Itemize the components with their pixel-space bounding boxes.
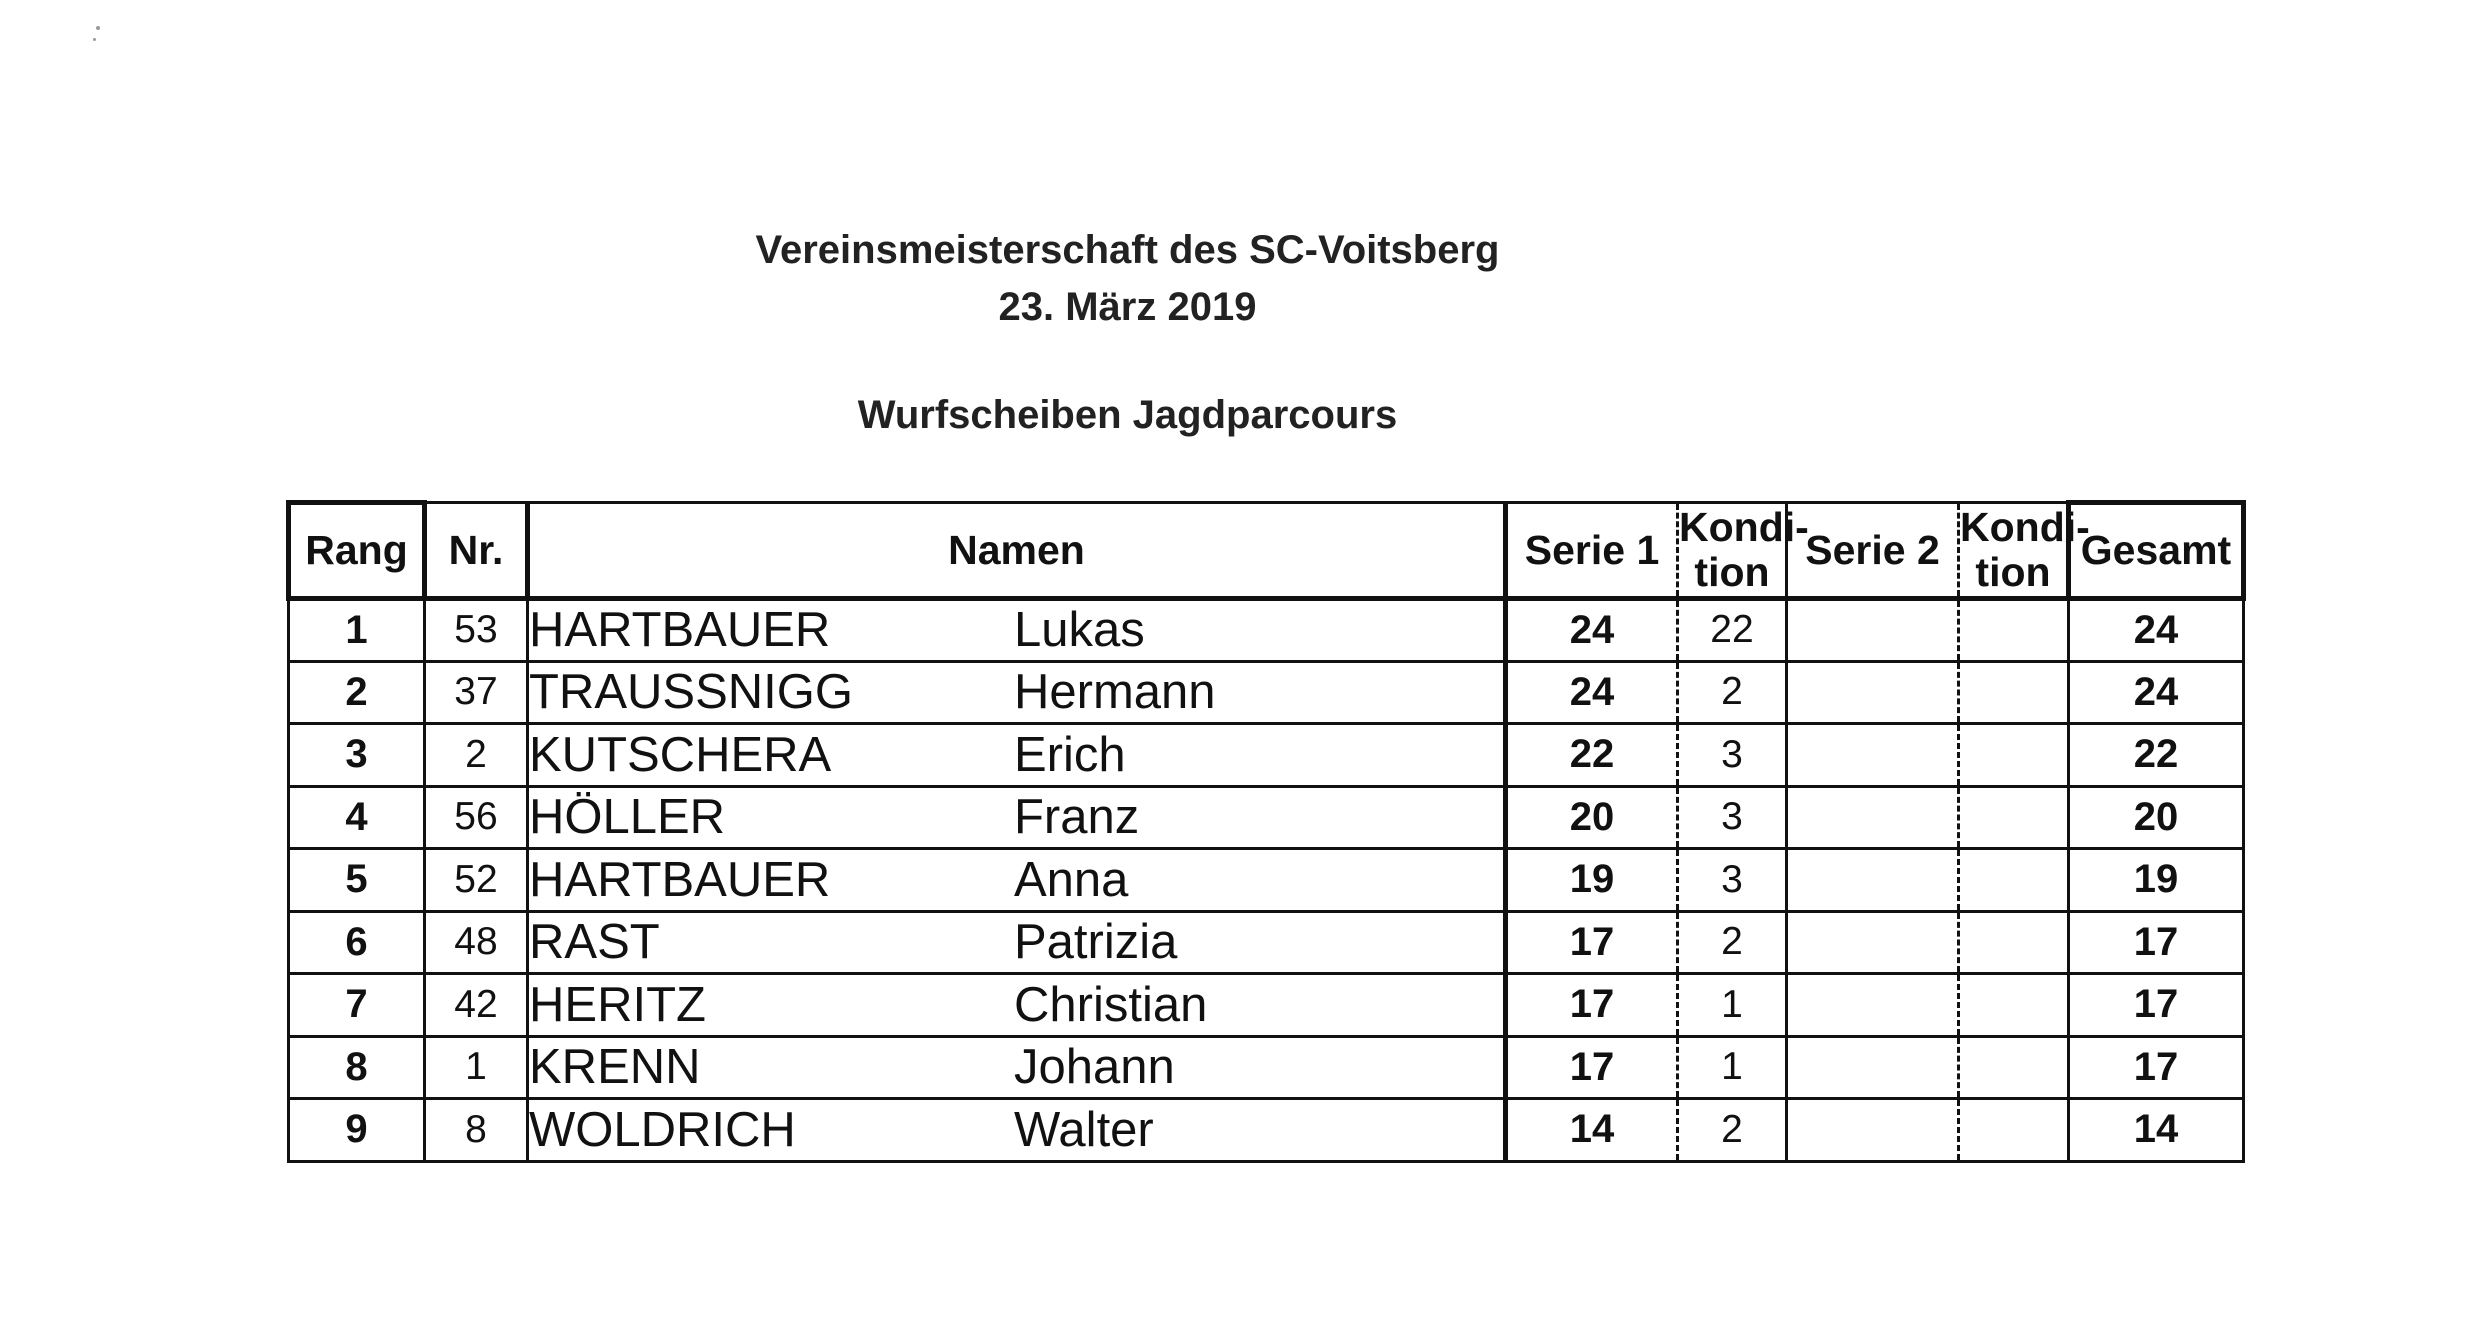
cell-serie2 <box>1787 849 1959 912</box>
cell-rang: 7 <box>289 974 425 1037</box>
cell-vorname: Anna <box>1014 852 1129 907</box>
cell-nr: 52 <box>425 849 528 912</box>
cell-rang: 4 <box>289 786 425 849</box>
col-header-kondition2-line2: tion <box>1975 549 2051 595</box>
table-row <box>289 786 2244 849</box>
results-table <box>286 500 2246 1163</box>
table-row <box>289 1036 2244 1099</box>
cell-name <box>528 786 1506 849</box>
cell-kondition2 <box>1959 911 2069 974</box>
cell-rang: 3 <box>289 724 425 787</box>
col-header-kondition1-line1: Kondi- <box>1679 503 1809 550</box>
cell-serie2 <box>1787 911 1959 974</box>
cell-vorname: Franz <box>1014 790 1140 845</box>
cell-kondition2 <box>1959 1036 2069 1099</box>
cell-name <box>528 661 1506 724</box>
cell-name <box>528 849 1506 912</box>
cell-nachname: WOLDRICH <box>529 1102 796 1157</box>
cell-serie1: 22 <box>1506 724 1678 787</box>
cell-gesamt: 24 <box>2069 661 2244 724</box>
cell-kondition2 <box>1959 849 2069 912</box>
cell-serie2 <box>1787 1036 1959 1099</box>
cell-gesamt: 22 <box>2069 724 2244 787</box>
col-header-nr: Nr. <box>425 503 528 599</box>
cell-serie1: 17 <box>1506 974 1678 1037</box>
cell-kondition2 <box>1959 974 2069 1037</box>
cell-serie1: 19 <box>1506 849 1678 912</box>
cell-kondition1: 2 <box>1678 911 1787 974</box>
table-row <box>289 849 2244 912</box>
cell-serie1: 14 <box>1506 1099 1678 1162</box>
cell-rang: 8 <box>289 1036 425 1099</box>
cell-kondition1: 2 <box>1678 1099 1787 1162</box>
cell-serie2 <box>1787 1099 1959 1162</box>
cell-vorname: Lukas <box>1014 603 1145 658</box>
document-date: 23. März 2019 <box>998 285 1257 329</box>
cell-vorname: Johann <box>1014 1040 1175 1095</box>
scan-speck <box>96 26 100 30</box>
cell-serie1: 20 <box>1506 786 1678 849</box>
cell-nachname: KRENN <box>529 1040 701 1095</box>
cell-vorname: Erich <box>1014 727 1126 782</box>
table-row <box>289 974 2244 1037</box>
col-header-kondition1 <box>1678 503 1809 599</box>
cell-nachname: HARTBAUER <box>529 603 831 658</box>
cell-serie1: 24 <box>1506 661 1678 724</box>
cell-serie1: 17 <box>1506 911 1678 974</box>
cell-nr: 48 <box>425 911 528 974</box>
cell-kondition2 <box>1959 724 2069 787</box>
cell-kondition2 <box>1959 661 2069 724</box>
cell-nachname: RAST <box>529 915 660 970</box>
cell-kondition2 <box>1959 1099 2069 1162</box>
cell-name <box>528 599 1506 662</box>
cell-nr: 1 <box>425 1036 528 1099</box>
cell-nachname: HARTBAUER <box>529 852 831 907</box>
discipline-title: Wurfscheiben Jagdparcours <box>857 393 1398 437</box>
cell-gesamt: 19 <box>2069 849 2244 912</box>
cell-rang: 5 <box>289 849 425 912</box>
cell-vorname: Christian <box>1014 977 1208 1032</box>
cell-rang: 2 <box>289 661 425 724</box>
cell-nr: 53 <box>425 599 528 662</box>
cell-gesamt: 24 <box>2069 599 2244 662</box>
cell-gesamt: 14 <box>2069 1099 2244 1162</box>
cell-kondition1: 1 <box>1678 974 1787 1037</box>
header-row <box>289 503 2244 599</box>
col-header-kondition1-line2: tion <box>1694 549 1770 595</box>
cell-kondition1: 1 <box>1678 1036 1787 1099</box>
cell-rang: 1 <box>289 599 425 662</box>
cell-nr: 42 <box>425 974 528 1037</box>
cell-nr: 37 <box>425 661 528 724</box>
document-title: Vereinsmeisterschaft des SC-Voitsberg <box>755 228 1500 272</box>
cell-vorname: Walter <box>1014 1102 1154 1157</box>
cell-kondition1: 3 <box>1678 849 1787 912</box>
cell-gesamt: 20 <box>2069 786 2244 849</box>
col-header-serie2: Serie 2 <box>1787 503 1959 599</box>
cell-name <box>528 974 1506 1037</box>
col-header-serie1: Serie 1 <box>1506 503 1678 599</box>
cell-nr: 56 <box>425 786 528 849</box>
cell-name <box>528 911 1506 974</box>
col-header-rang: Rang <box>289 503 425 599</box>
cell-kondition2 <box>1959 786 2069 849</box>
table-row <box>289 911 2244 974</box>
cell-kondition1: 2 <box>1678 661 1787 724</box>
cell-kondition2 <box>1959 599 2069 662</box>
cell-nachname: TRAUSSNIGG <box>529 665 853 720</box>
col-header-namen: Namen <box>528 503 1506 599</box>
cell-kondition1: 22 <box>1678 599 1787 662</box>
cell-vorname: Hermann <box>1014 665 1216 720</box>
cell-name <box>528 1099 1506 1162</box>
table-row <box>289 724 2244 787</box>
cell-serie2 <box>1787 724 1959 787</box>
cell-vorname: Patrizia <box>1014 915 1178 970</box>
cell-kondition1: 3 <box>1678 786 1787 849</box>
cell-serie1: 24 <box>1506 599 1678 662</box>
cell-name <box>528 724 1506 787</box>
cell-nachname: HÖLLER <box>529 790 726 845</box>
table-row <box>289 1099 2244 1162</box>
cell-gesamt: 17 <box>2069 1036 2244 1099</box>
cell-nachname: KUTSCHERA <box>529 727 832 782</box>
table-row <box>289 599 2244 662</box>
cell-gesamt: 17 <box>2069 974 2244 1037</box>
cell-rang: 9 <box>289 1099 425 1162</box>
cell-serie1: 17 <box>1506 1036 1678 1099</box>
col-header-kondition2 <box>1959 503 2090 599</box>
cell-serie2 <box>1787 599 1959 662</box>
scan-speck <box>93 38 96 41</box>
cell-name <box>528 1036 1506 1099</box>
cell-rang: 6 <box>289 911 425 974</box>
table-row <box>289 661 2244 724</box>
cell-serie2 <box>1787 974 1959 1037</box>
cell-serie2 <box>1787 786 1959 849</box>
cell-kondition1: 3 <box>1678 724 1787 787</box>
cell-nr: 8 <box>425 1099 528 1162</box>
cell-gesamt: 17 <box>2069 911 2244 974</box>
col-header-kondition2-line1: Kondi- <box>1960 503 2090 550</box>
cell-nachname: HERITZ <box>529 977 706 1032</box>
cell-serie2 <box>1787 661 1959 724</box>
col-header-gesamt: Gesamt <box>2069 503 2244 599</box>
cell-nr: 2 <box>425 724 528 787</box>
